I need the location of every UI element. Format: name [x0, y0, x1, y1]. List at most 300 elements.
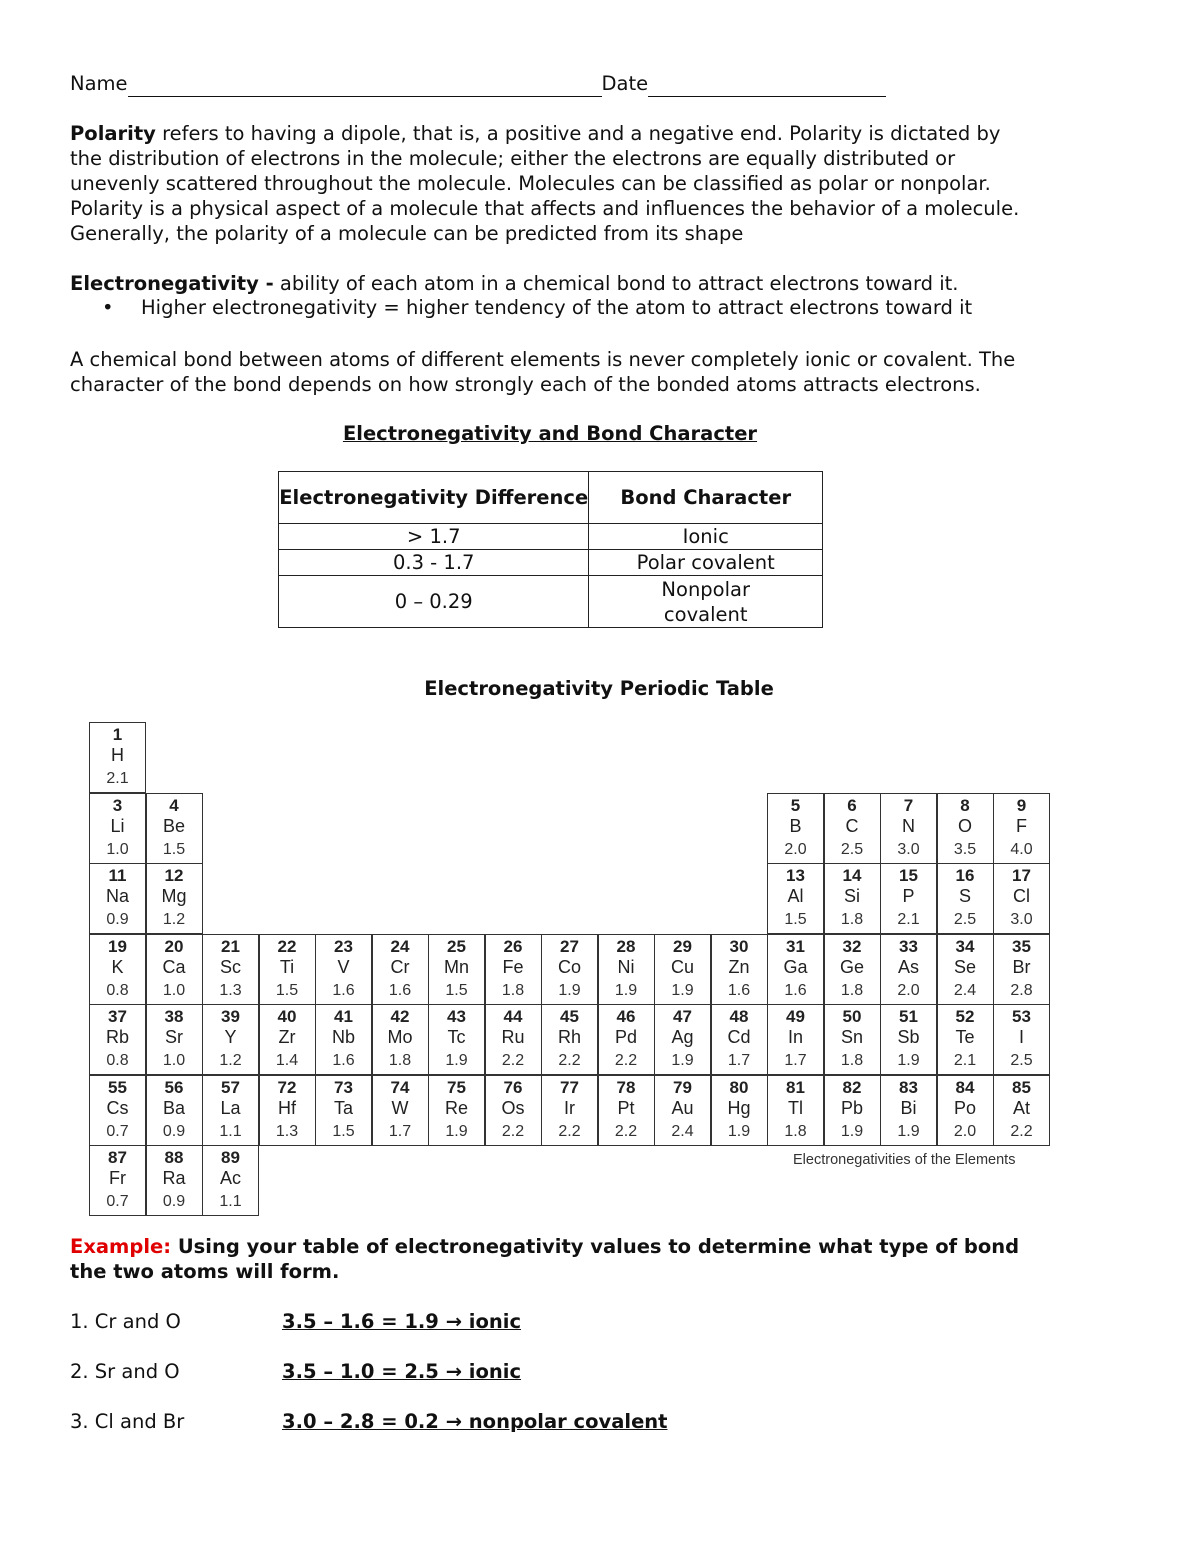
polarity-paragraph	[70, 121, 1140, 246]
element-symbol: Tl	[788, 1097, 803, 1118]
electronegativity-value: 1.4	[275, 1052, 299, 1069]
atomic-number: 82	[842, 1077, 862, 1097]
element-cell-re	[428, 1075, 485, 1146]
element-cell-f	[993, 793, 1050, 864]
element-cell-br	[993, 934, 1050, 1005]
electronegativity-value: 1.3	[219, 981, 242, 999]
element-symbol: Na	[105, 886, 129, 906]
atomic-number: 78	[616, 1077, 636, 1097]
element-symbol: Ga	[783, 956, 808, 977]
bond-character-table	[278, 471, 823, 628]
electronegativity-text: ability of each atom in a chemical bond to attract electrons toward it.	[273, 272, 959, 295]
element-symbol: Re	[444, 1097, 468, 1118]
electronegativity-value: 2.5	[953, 911, 977, 928]
electronegativity-value: 1.1	[219, 1122, 242, 1140]
polarity-line: the distribution of electrons in the molecule; either the electrons are equally distributed or	[70, 147, 956, 170]
element-symbol: Cu	[670, 956, 694, 977]
electronegativity-definition	[70, 271, 1140, 296]
electronegativity-value: 1.8	[840, 981, 864, 999]
name-field[interactable]	[128, 76, 602, 97]
element-cell-cs	[89, 1075, 146, 1146]
element-symbol: La	[220, 1097, 241, 1118]
electronegativity-value: 1.5	[332, 1122, 355, 1140]
atomic-number: 3	[112, 795, 123, 815]
electronegativity-value: 2.0	[897, 981, 920, 999]
element-cell-cu	[654, 934, 711, 1005]
element-symbol: Os	[501, 1097, 525, 1118]
element-cell-h	[89, 722, 146, 793]
example-prompt-line: Using your table of electronegativity values to determine what type of bond	[171, 1235, 1020, 1258]
electronegativity-value: 1.9	[671, 981, 694, 999]
element-symbol: Ta	[333, 1097, 353, 1118]
polarity-line: Generally, the polarity of a molecule can be predicted from its shape	[70, 222, 744, 245]
atomic-number: 88	[164, 1148, 184, 1167]
element-cell-v	[315, 934, 372, 1005]
element-cell-sb	[880, 1004, 937, 1075]
element-symbol: Cd	[727, 1027, 751, 1047]
element-cell-te	[937, 1004, 994, 1075]
element-cell-sc	[202, 934, 259, 1005]
electronegativity-value: 3.0	[1010, 911, 1033, 928]
electronegativity-value: 1.8	[388, 1052, 412, 1069]
atomic-number: 76	[503, 1077, 523, 1097]
electronegativity-value: 2.1	[897, 911, 920, 928]
atomic-number: 27	[560, 936, 579, 956]
atomic-number: 53	[1012, 1007, 1031, 1026]
electronegativity-value: 1.2	[219, 1052, 242, 1069]
atomic-number: 8	[960, 795, 970, 815]
electronegativity-value: 2.2	[558, 1122, 581, 1140]
atomic-number: 52	[955, 1007, 975, 1026]
element-symbol: Nb	[331, 1027, 355, 1047]
atomic-number: 85	[1012, 1077, 1031, 1097]
periodic-table-title: Electronegativity Periodic Table	[424, 677, 774, 700]
element-symbol: Rb	[105, 1027, 129, 1047]
bond-paragraph-line: character of the bond depends on how strongly each of the bonded atoms attracts electrons.	[70, 373, 981, 396]
element-cell-ac	[202, 1145, 259, 1216]
electronegativity-value: 2.2	[614, 1122, 638, 1140]
element-cell-mg	[146, 863, 203, 934]
atomic-number: 19	[108, 936, 127, 956]
electronegativity-value: 1.1	[219, 1193, 242, 1210]
element-symbol: I	[1018, 1027, 1024, 1047]
example-answer: 3.5 – 1.6 = 1.9 → ionic	[282, 1310, 521, 1333]
element-symbol: Zn	[728, 956, 750, 977]
element-symbol: Po	[953, 1097, 977, 1118]
element-symbol: Si	[843, 886, 860, 906]
electronegativity-value: 1.0	[106, 840, 129, 858]
electronegativity-value: 1.3	[275, 1122, 299, 1140]
electronegativity-value: 1.9	[671, 1052, 694, 1069]
electronegativity-value: 1.9	[614, 981, 638, 999]
atomic-number: 15	[899, 866, 918, 885]
electronegativity-value: 1.6	[388, 981, 412, 999]
element-symbol: Cs	[106, 1097, 129, 1118]
electronegativity-value: 1.0	[162, 981, 186, 999]
electronegativity-value: 1.6	[332, 1052, 355, 1069]
element-cell-fr	[89, 1145, 146, 1216]
atomic-number: 16	[955, 866, 975, 885]
element-cell-ba	[146, 1075, 203, 1146]
element-cell-rh	[541, 1004, 598, 1075]
element-cell-hg	[711, 1075, 768, 1146]
element-cell-p	[880, 863, 937, 934]
element-symbol: Se	[953, 956, 977, 977]
element-symbol: P	[902, 886, 915, 906]
atomic-number: 11	[108, 866, 127, 885]
atomic-number: 7	[903, 795, 914, 815]
electronegativity-value: 1.6	[332, 981, 355, 999]
atomic-number: 74	[390, 1077, 410, 1097]
atomic-number: 31	[786, 936, 805, 956]
element-symbol: Hf	[278, 1097, 296, 1118]
element-cell-ge	[824, 934, 881, 1005]
electronegativity-value: 1.9	[727, 1122, 751, 1140]
element-symbol: Li	[110, 815, 125, 836]
table-cell: Nonpolar covalent	[589, 576, 823, 628]
element-cell-ra	[146, 1145, 203, 1216]
bullet-dot-icon: •	[102, 296, 114, 319]
element-cell-zr	[259, 1004, 316, 1075]
element-symbol: Rh	[557, 1027, 581, 1047]
atomic-number: 17	[1012, 866, 1031, 885]
element-symbol: S	[958, 886, 971, 906]
electronegativity-value: 0.9	[162, 1193, 186, 1210]
atomic-number: 39	[221, 1007, 240, 1026]
element-symbol: Pd	[614, 1027, 638, 1047]
element-cell-pt	[598, 1075, 655, 1146]
element-symbol: Ir	[564, 1097, 575, 1118]
atomic-number: 79	[673, 1077, 692, 1097]
element-symbol: Te	[955, 1027, 975, 1047]
electronegativity-value: 1.9	[445, 1052, 468, 1069]
element-cell-as	[880, 934, 937, 1005]
electronegativity-value: 1.7	[388, 1122, 412, 1140]
atomic-number: 21	[221, 936, 240, 956]
atomic-number: 12	[164, 866, 184, 885]
element-cell-na	[89, 863, 146, 934]
bond-paragraph-line: A chemical bond between atoms of different elements is never completely ionic or covalent. The	[70, 348, 1016, 371]
electronegativity-value: 1.6	[784, 981, 807, 999]
electronegativity-value: 2.0	[953, 1122, 977, 1140]
atomic-number: 56	[164, 1077, 184, 1097]
electronegativity-value: 1.5	[275, 981, 299, 999]
element-cell-y	[202, 1004, 259, 1075]
element-cell-al	[767, 863, 824, 934]
element-symbol: H	[111, 745, 124, 765]
electronegativity-value: 1.5	[162, 840, 186, 858]
element-symbol: W	[391, 1097, 409, 1118]
element-cell-co	[541, 934, 598, 1005]
electronegativity-value: 2.2	[614, 1052, 638, 1069]
element-cell-hf	[259, 1075, 316, 1146]
element-cell-ga	[767, 934, 824, 1005]
element-symbol: Hg	[727, 1097, 751, 1118]
electronegativity-value: 1.9	[445, 1122, 468, 1140]
element-symbol: Ac	[219, 1168, 241, 1188]
element-symbol: Mo	[387, 1027, 413, 1047]
date-label: Date	[601, 72, 649, 95]
example-answer: 3.5 – 1.0 = 2.5 → ionic	[282, 1360, 521, 1383]
electronegativity-value: 0.8	[106, 1052, 129, 1069]
atomic-number: 29	[673, 936, 692, 956]
atomic-number: 55	[108, 1077, 127, 1097]
element-cell-nb	[315, 1004, 372, 1075]
element-symbol: Ba	[162, 1097, 186, 1118]
atomic-number: 84	[955, 1077, 975, 1097]
element-cell-in	[767, 1004, 824, 1075]
atomic-number: 30	[729, 936, 749, 956]
element-cell-au	[654, 1075, 711, 1146]
element-cell-w	[372, 1075, 429, 1146]
element-cell-cr	[372, 934, 429, 1005]
element-cell-cl	[993, 863, 1050, 934]
example-question: 2. Sr and O	[70, 1360, 180, 1383]
name-label: Name	[70, 72, 128, 95]
atomic-number: 23	[334, 936, 353, 956]
table-cell: Polar covalent	[589, 550, 823, 576]
element-symbol: N	[902, 815, 915, 836]
element-symbol: Ru	[501, 1027, 525, 1047]
atomic-number: 41	[334, 1007, 353, 1026]
element-cell-li	[89, 793, 146, 864]
element-symbol: Fe	[502, 956, 524, 977]
electronegativity-value: 1.6	[727, 981, 751, 999]
electronegativity-value: 1.8	[840, 1052, 864, 1069]
atomic-number: 20	[164, 936, 184, 956]
element-cell-ag	[654, 1004, 711, 1075]
atomic-number: 72	[277, 1077, 297, 1097]
example-prompt	[70, 1234, 1140, 1284]
element-symbol: Mn	[443, 956, 469, 977]
element-symbol: F	[1016, 815, 1027, 836]
electronegativity-value: 1.2	[162, 911, 186, 928]
element-symbol: C	[845, 815, 859, 836]
element-symbol: B	[789, 815, 802, 836]
atomic-number: 51	[899, 1007, 918, 1026]
atomic-number: 42	[390, 1007, 410, 1026]
electronegativity-value: 1.8	[501, 981, 525, 999]
electronegativity-value: 2.5	[840, 840, 864, 858]
element-symbol: Co	[557, 956, 581, 977]
element-cell-mo	[372, 1004, 429, 1075]
element-symbol: Zr	[278, 1027, 296, 1047]
date-field[interactable]	[648, 76, 886, 97]
element-symbol: As	[897, 956, 919, 977]
electronegativity-value: 1.7	[727, 1052, 751, 1069]
electronegativity-value: 0.7	[106, 1193, 129, 1210]
element-cell-pd	[598, 1004, 655, 1075]
electronegativity-value: 2.2	[558, 1052, 581, 1069]
element-symbol: Pt	[617, 1097, 635, 1118]
electronegativity-value: 3.0	[897, 840, 920, 858]
element-cell-n	[880, 793, 937, 864]
atomic-number: 9	[1016, 795, 1027, 815]
electronegativity-value: 3.5	[953, 840, 977, 858]
element-symbol: Sr	[165, 1027, 183, 1047]
electronegativity-value: 0.9	[162, 1122, 186, 1140]
periodic-table-caption: Electronegativities of the Elements	[793, 1152, 1016, 1168]
example-answer: 3.0 – 2.8 = 0.2 → nonpolar covalent	[282, 1410, 668, 1433]
electronegativity-value: 1.9	[558, 981, 581, 999]
element-cell-tc	[428, 1004, 485, 1075]
element-symbol: Cr	[390, 956, 410, 977]
atomic-number: 81	[786, 1077, 805, 1097]
polarity-line: Polarity is a physical aspect of a molecule that affects and influences the behavior of a molecule.	[70, 197, 1020, 220]
element-cell-b	[767, 793, 824, 864]
electronegativity-term: Electronegativity -	[70, 272, 274, 295]
electronegativity-value: 2.8	[1010, 981, 1033, 999]
atomic-number: 50	[842, 1007, 862, 1026]
electronegativity-value: 2.0	[784, 840, 807, 858]
table-header: Electronegativity Difference	[279, 472, 589, 524]
electronegativity-value: 1.8	[840, 911, 864, 928]
electronegativity-value: 2.1	[953, 1052, 977, 1069]
element-cell-sr	[146, 1004, 203, 1075]
bond-paragraph	[70, 347, 1140, 397]
element-symbol: Bi	[900, 1097, 917, 1118]
element-cell-k	[89, 934, 146, 1005]
element-cell-tl	[767, 1075, 824, 1146]
element-cell-se	[937, 934, 994, 1005]
element-symbol: Cl	[1013, 886, 1030, 906]
table-header: Bond Character	[589, 472, 823, 524]
element-symbol: Au	[671, 1097, 694, 1118]
table-cell: 0.3 - 1.7	[279, 550, 589, 576]
element-cell-cd	[711, 1004, 768, 1075]
element-cell-pb	[824, 1075, 881, 1146]
element-symbol: O	[957, 815, 972, 836]
electronegativity-value: 1.5	[445, 981, 468, 999]
table-cell: 0 – 0.29	[279, 576, 589, 628]
element-cell-at	[993, 1075, 1050, 1146]
electronegativity-value: 2.2	[501, 1052, 525, 1069]
element-symbol: Fr	[109, 1168, 126, 1188]
atomic-number: 28	[616, 936, 636, 956]
atomic-number: 6	[847, 795, 857, 815]
electronegativity-value: 1.0	[162, 1052, 186, 1069]
element-symbol: K	[111, 956, 124, 977]
element-symbol: Ag	[671, 1027, 694, 1047]
example-question: 3. Cl and Br	[70, 1410, 185, 1433]
polarity-term: Polarity	[70, 122, 156, 145]
atomic-number: 45	[560, 1007, 579, 1026]
element-cell-sn	[824, 1004, 881, 1075]
element-cell-fe	[485, 934, 542, 1005]
element-symbol: Ti	[279, 956, 295, 977]
atomic-number: 32	[842, 936, 862, 956]
atomic-number: 44	[503, 1007, 523, 1026]
electronegativity-value: 2.2	[1010, 1122, 1033, 1140]
atomic-number: 80	[729, 1077, 749, 1097]
atomic-number: 38	[164, 1007, 184, 1026]
atomic-number: 75	[447, 1077, 466, 1097]
example-prompt-line: the two atoms will form.	[70, 1260, 340, 1283]
polarity-line: unevenly scattered throughout the molecule. Molecules can be classified as polar or nonpolar.	[70, 172, 991, 195]
element-cell-ti	[259, 934, 316, 1005]
element-cell-mn	[428, 934, 485, 1005]
atomic-number: 22	[277, 936, 297, 956]
electronegativity-value: 1.9	[897, 1122, 920, 1140]
element-symbol: Ra	[162, 1168, 186, 1188]
electronegativity-value: 4.0	[1010, 840, 1033, 858]
example-label: Example:	[70, 1235, 172, 1258]
atomic-number: 83	[899, 1077, 918, 1097]
element-cell-be	[146, 793, 203, 864]
electronegativity-value: 0.7	[106, 1122, 129, 1140]
electronegativity-value: 0.8	[106, 981, 129, 999]
atomic-number: 40	[277, 1007, 297, 1026]
element-symbol: Ge	[839, 956, 864, 977]
electronegativity-value: 1.8	[784, 1122, 807, 1140]
element-cell-la	[202, 1075, 259, 1146]
element-symbol: At	[1012, 1097, 1030, 1118]
electronegativity-value: 0.9	[106, 911, 129, 928]
element-symbol: Mg	[161, 886, 187, 906]
atomic-number: 5	[790, 795, 801, 815]
element-symbol: Sb	[897, 1027, 920, 1047]
example-question: 1. Cr and O	[70, 1310, 181, 1333]
atomic-number: 57	[221, 1077, 240, 1097]
electronegativity-value: 2.4	[671, 1122, 694, 1140]
atomic-number: 77	[560, 1077, 579, 1097]
atomic-number: 73	[334, 1077, 353, 1097]
atomic-number: 33	[899, 936, 918, 956]
atomic-number: 13	[786, 866, 805, 885]
atomic-number: 35	[1012, 936, 1031, 956]
name-date-line	[70, 71, 886, 97]
atomic-number: 1	[112, 725, 123, 744]
bond-table-title: Electronegativity and Bond Character	[342, 422, 758, 445]
table-cell: Ionic	[589, 524, 823, 550]
element-cell-ir	[541, 1075, 598, 1146]
electronegativity-value: 2.4	[953, 981, 977, 999]
atomic-number: 48	[729, 1007, 749, 1026]
element-symbol: V	[337, 956, 350, 977]
element-symbol: Pb	[840, 1097, 864, 1118]
element-cell-i	[993, 1004, 1050, 1075]
element-symbol: Ni	[617, 956, 635, 977]
atomic-number: 4	[169, 795, 179, 815]
element-symbol: In	[787, 1027, 803, 1047]
atomic-number: 34	[955, 936, 975, 956]
atomic-number: 25	[447, 936, 466, 956]
element-cell-os	[485, 1075, 542, 1146]
element-cell-ni	[598, 934, 655, 1005]
element-cell-ru	[485, 1004, 542, 1075]
element-symbol: Br	[1012, 956, 1031, 977]
atomic-number: 26	[503, 936, 523, 956]
element-cell-c	[824, 793, 881, 864]
electronegativity-value: 1.7	[784, 1052, 807, 1069]
atomic-number: 37	[108, 1007, 127, 1026]
atomic-number: 87	[108, 1148, 127, 1167]
element-cell-si	[824, 863, 881, 934]
element-cell-o	[937, 793, 994, 864]
electronegativity-value: 1.9	[840, 1122, 864, 1140]
atomic-number: 24	[390, 936, 410, 956]
electronegativity-value: 2.2	[501, 1122, 525, 1140]
atomic-number: 47	[673, 1007, 692, 1026]
electronegativity-value: 1.9	[897, 1052, 920, 1069]
table-cell: > 1.7	[279, 524, 589, 550]
element-cell-ta	[315, 1075, 372, 1146]
electronegativity-value: 2.5	[1010, 1052, 1033, 1069]
element-cell-rb	[89, 1004, 146, 1075]
element-cell-zn	[711, 934, 768, 1005]
atomic-number: 43	[447, 1007, 466, 1026]
element-cell-po	[937, 1075, 994, 1146]
